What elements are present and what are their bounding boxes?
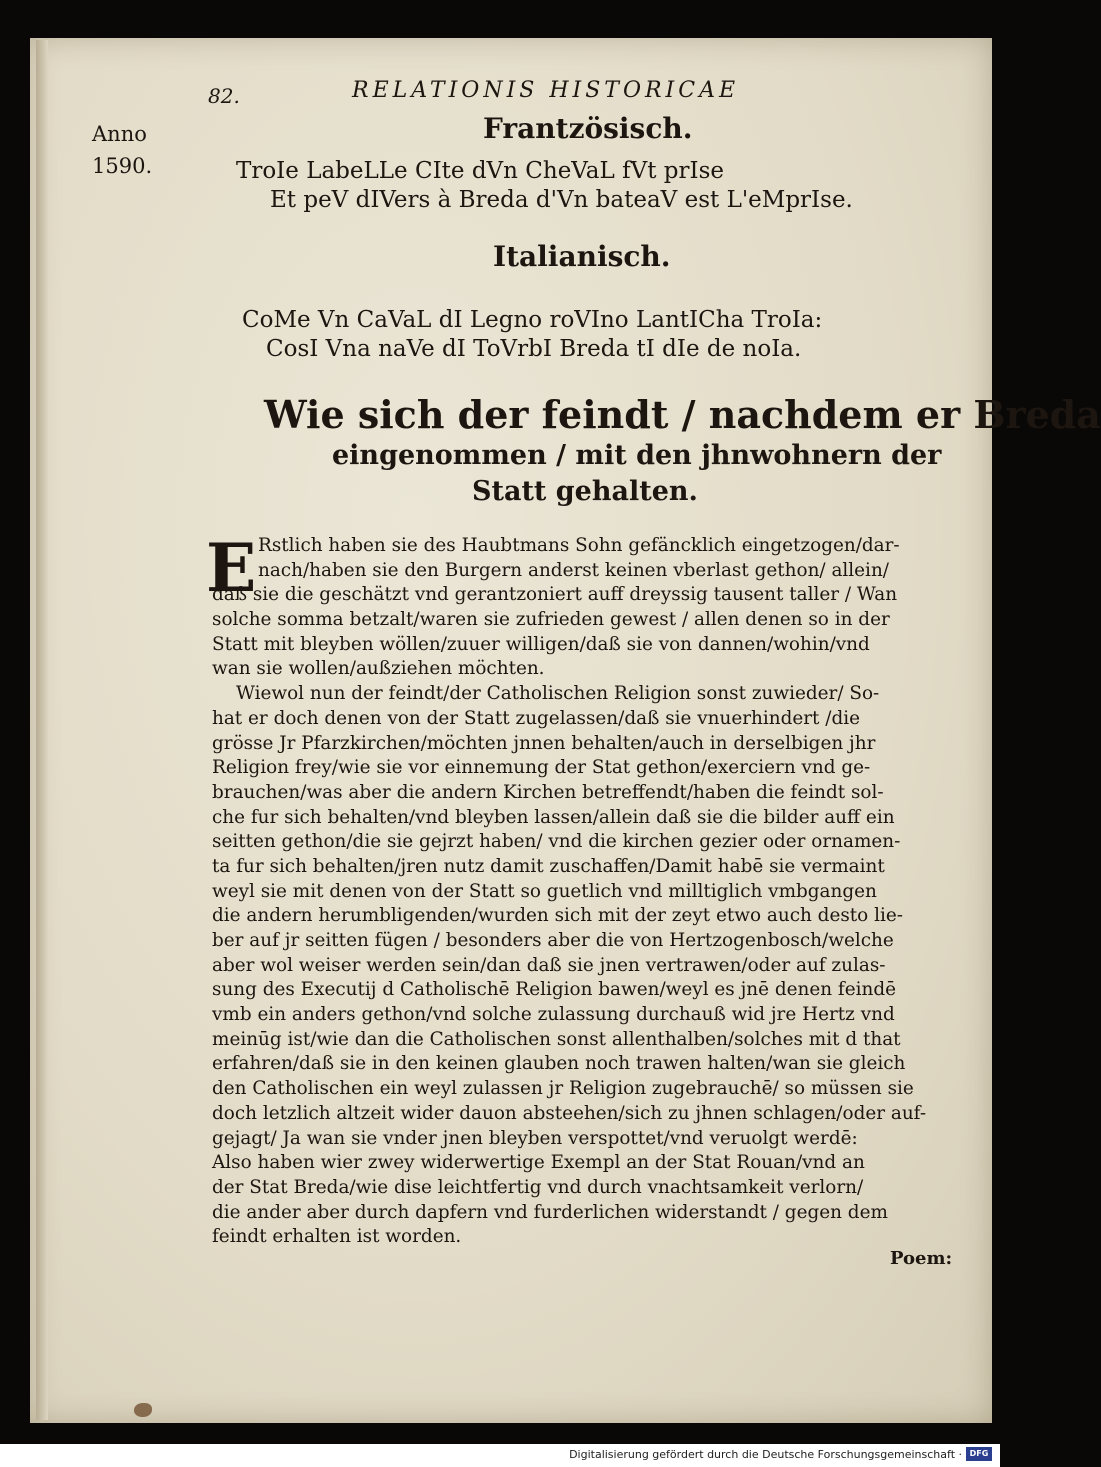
body-line: erfahren/daß sie in den keinen glauben noch trawen halten/wan sie gleich — [212, 1053, 906, 1075]
body-line: solche somma betzalt/waren sie zufrieden gewest / allen denen so in der — [212, 609, 890, 631]
body-line: aber wol weiser werden sein/dan daß sie jnen vertrawen/oder auf zulas- — [212, 954, 886, 976]
body-line: che fur sich behalten/vnd bleyben lassen/allein daß sie die bilder auff ein — [212, 806, 895, 828]
body-line: brauchen/was aber die andern Kirchen betreffendt/haben die feindt sol- — [212, 781, 884, 803]
body-line: Rstlich haben sie des Haubtmans Sohn gefäncklich eingetzogen/dar- — [258, 535, 900, 556]
french-verse-line-2: Et peV dIVers à Breda d'Vn bateaV est L'eMprIse. — [270, 187, 853, 213]
margin-note-year: Anno 1590. — [92, 122, 153, 178]
body-line: seitten gethon/die sie gejrzt haben/ vnd die kirchen gezier oder ornamen- — [212, 831, 901, 853]
page-number: 82. — [208, 84, 240, 108]
french-heading: Frantzösisch. — [483, 112, 693, 145]
body-line: Wiewol nun der feindt/der Catholischen Religion sonst zuwieder/ So- — [236, 683, 880, 705]
body-line: vmb ein anders gethon/vnd solche zulassung durchauß wid jre Hertz vnd — [212, 1004, 895, 1026]
body-line: weyl sie mit denen von der Statt so guetlich vnd milltiglich vmbgangen — [212, 880, 877, 902]
body-line: der Stat Breda/wie dise leichtfertig vnd durch vnachtsamkeit verlorn/ — [212, 1176, 864, 1198]
body-line: Also haben wier zwey widerwertige Exempl an der Stat Rouan/vnd an — [212, 1152, 865, 1174]
body-line: gejagt/ Ja wan sie vnder jnen bleyben verspottet/vnd veruolgt werdē: — [212, 1127, 858, 1149]
italian-verse-line-2: CosI Vna naVe dI ToVrbI Breda tI dIe de noIa. — [266, 336, 802, 362]
body-line: hat er doch denen von der Statt zugelassen/daß sie vnuerhindert /die — [212, 707, 860, 729]
body-line: ta fur sich behalten/jren nutz damit zuschaffen/Damit habē sie vermaint — [212, 855, 885, 877]
body-line: grösse Jr Pfarzkirchen/möchten jnnen behalten/auch in derselbigen jhr — [212, 732, 876, 754]
page-gutter — [36, 40, 48, 1420]
italian-heading: Italianisch. — [493, 240, 671, 273]
section-title-line-2: eingenommen / mit den jhnwohnern der — [332, 440, 942, 471]
body-line: Religion frey/wie sie vor einnemung der Stat gethon/exerciern vnd ge- — [212, 757, 871, 779]
running-title: RELATIONIS HISTORICAE — [352, 78, 740, 103]
body-line: sung des Executij d Catholischē Religion bawen/weyl es jnē denen feindē — [212, 979, 897, 1001]
french-verse-line-1: TroIe LabeLLe CIte dVn CheVaL fVt prIse — [236, 158, 724, 184]
catchword: Poem: — [890, 1248, 953, 1269]
italian-verse-line-1: CoMe Vn CaVaL dI Legno roVIno LantICha TroIa: — [242, 307, 823, 333]
body-text — [212, 534, 952, 1250]
body-line: daß sie die geschätzt vnd gerantzoniert auff dreyssig tausent taller / Wan — [212, 584, 898, 606]
footer-credit: Digitalisierung gefördert durch die Deutsche Forschungsgemeinschaft · — [569, 1448, 962, 1461]
ink-stain — [134, 1403, 152, 1417]
section-title-line-1: Wie sich der feindt / nachdem er Breda — [264, 392, 1101, 437]
section-title-line-3: Statt gehalten. — [472, 476, 698, 507]
body-line: nach/haben sie den Burgern anderst keinen vberlast gethon/ allein/ — [258, 559, 889, 581]
body-line: meinūg ist/wie dan die Catholischen sonst allenthalben/solches mit d that — [212, 1028, 901, 1050]
body-line: die ander aber durch dapfern vnd furderlichen widerstandt / gegen dem — [212, 1201, 888, 1223]
body-line: Statt mit bleyben wöllen/zuuer willigen/daß sie von dannen/wohin/vnd — [212, 633, 870, 655]
body-line: ber auf jr seitten fügen / besonders aber die von Hertzogenbosch/welche — [212, 930, 894, 951]
body-line: den Catholischen ein weyl zulassen jr Religion zugebrauchē/ so müssen sie — [212, 1078, 914, 1100]
body-line: feindt erhalten ist worden. — [212, 1226, 462, 1248]
body-line: die andern herumbligenden/wurden sich mit der zeyt etwo auch desto lie- — [212, 905, 903, 927]
dfg-logo-icon: DFG — [966, 1447, 992, 1461]
body-line: wan sie wollen/außziehen möchten. — [212, 658, 545, 680]
body-line: doch letzlich altzeit wider dauon absteehen/sich zu jhnen schlagen/oder auf- — [212, 1102, 927, 1124]
drop-initial: E — [206, 529, 257, 607]
